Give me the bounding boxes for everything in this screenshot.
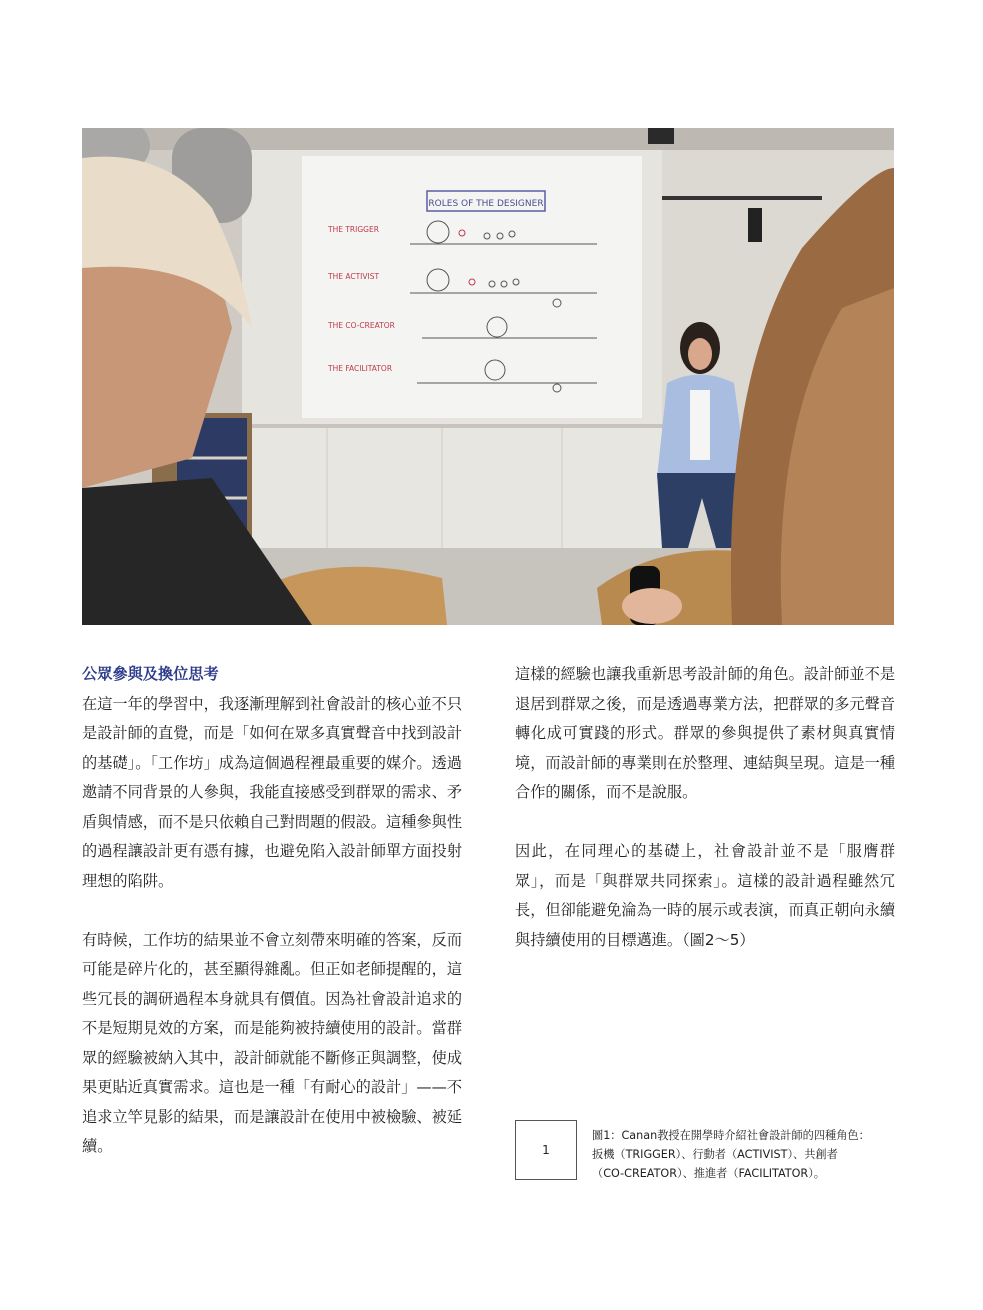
figure-number-box bbox=[515, 1120, 577, 1180]
slide-label-activist: THE ACTIVIST bbox=[328, 272, 380, 281]
right-paragraph-2: 因此，在同理心的基礎上，社會設計並不是「服膺群眾」，而是「與群眾共同探索」。這樣的設計過程雖然冗長，但卻能避免淪為一時的展示或表演，而真正朝向永續與持續使用的目標邁進。（圖2～5） bbox=[515, 842, 895, 949]
slide-label-facilitator: THE FACILITATOR bbox=[328, 364, 393, 373]
slide-label-cocreator: THE CO-CREATOR bbox=[328, 321, 395, 330]
caption-line-1: 圖1：Canan教授在開學時介紹社會設計師的四種角色： bbox=[592, 1129, 870, 1142]
left-column bbox=[82, 660, 462, 1162]
caption-line-2: 扳機（TRIGGER）、行動者（ACTIVIST）、共創者 bbox=[592, 1148, 838, 1161]
figure-number: 1 bbox=[542, 1143, 550, 1157]
left-paragraph-1: 在這一年的學習中，我逐漸理解到社會設計的核心並不只是設計師的直覺，而是「如何在眾多真實聲音中找到設計的基礎」。「工作坊」成為這個過程裡最重要的媒介。透過邀請不同背景的人參與，我能直接感受到群眾的需求、矛盾與情感，而不是只依賴自己對問題的假設。這種參與性的過程讓設計更有憑有據，也避免陷入設計師單方面投射理想的陷阱。 bbox=[82, 694, 462, 890]
workshop-photo bbox=[82, 128, 894, 625]
slide-title: ROLES OF THE DESIGNER bbox=[428, 199, 544, 209]
caption-line-3: （CO-CREATOR）、推進者（FACILITATOR）。 bbox=[592, 1167, 825, 1180]
slide-label-trigger: THE TRIGGER bbox=[328, 225, 379, 234]
right-column bbox=[515, 660, 895, 955]
left-paragraph-2: 有時候，工作坊的結果並不會立刻帶來明確的答案，反而可能是碎片化的，甚至顯得雜亂。但正如老師提醒的，這些冗長的調研過程本身就具有價值。因為社會設計追求的不是短期見效的方案，而是能夠被持續使用的設計。當群眾的經驗被納入其中，設計師就能不斷修正與調整，使成果更貼近真實需求。這也是一種「有耐心的設計」——不追求立竿見影的結果，而是讓設計在使用中被檢驗、被延續。 bbox=[82, 930, 462, 1155]
section-heading: 公眾參與及換位思考 bbox=[82, 665, 219, 683]
right-paragraph-1: 這樣的經驗也讓我重新思考設計師的角色。設計師並不是退居到群眾之後，而是透過專業方法，把群眾的多元聲音轉化成可實踐的形式。群眾的參與提供了素材與真實情境，而設計師的專業則在於整理、連結與呈現。這是一種合作的關係，而不是說服。 bbox=[515, 665, 895, 801]
figure-caption bbox=[592, 1126, 897, 1183]
